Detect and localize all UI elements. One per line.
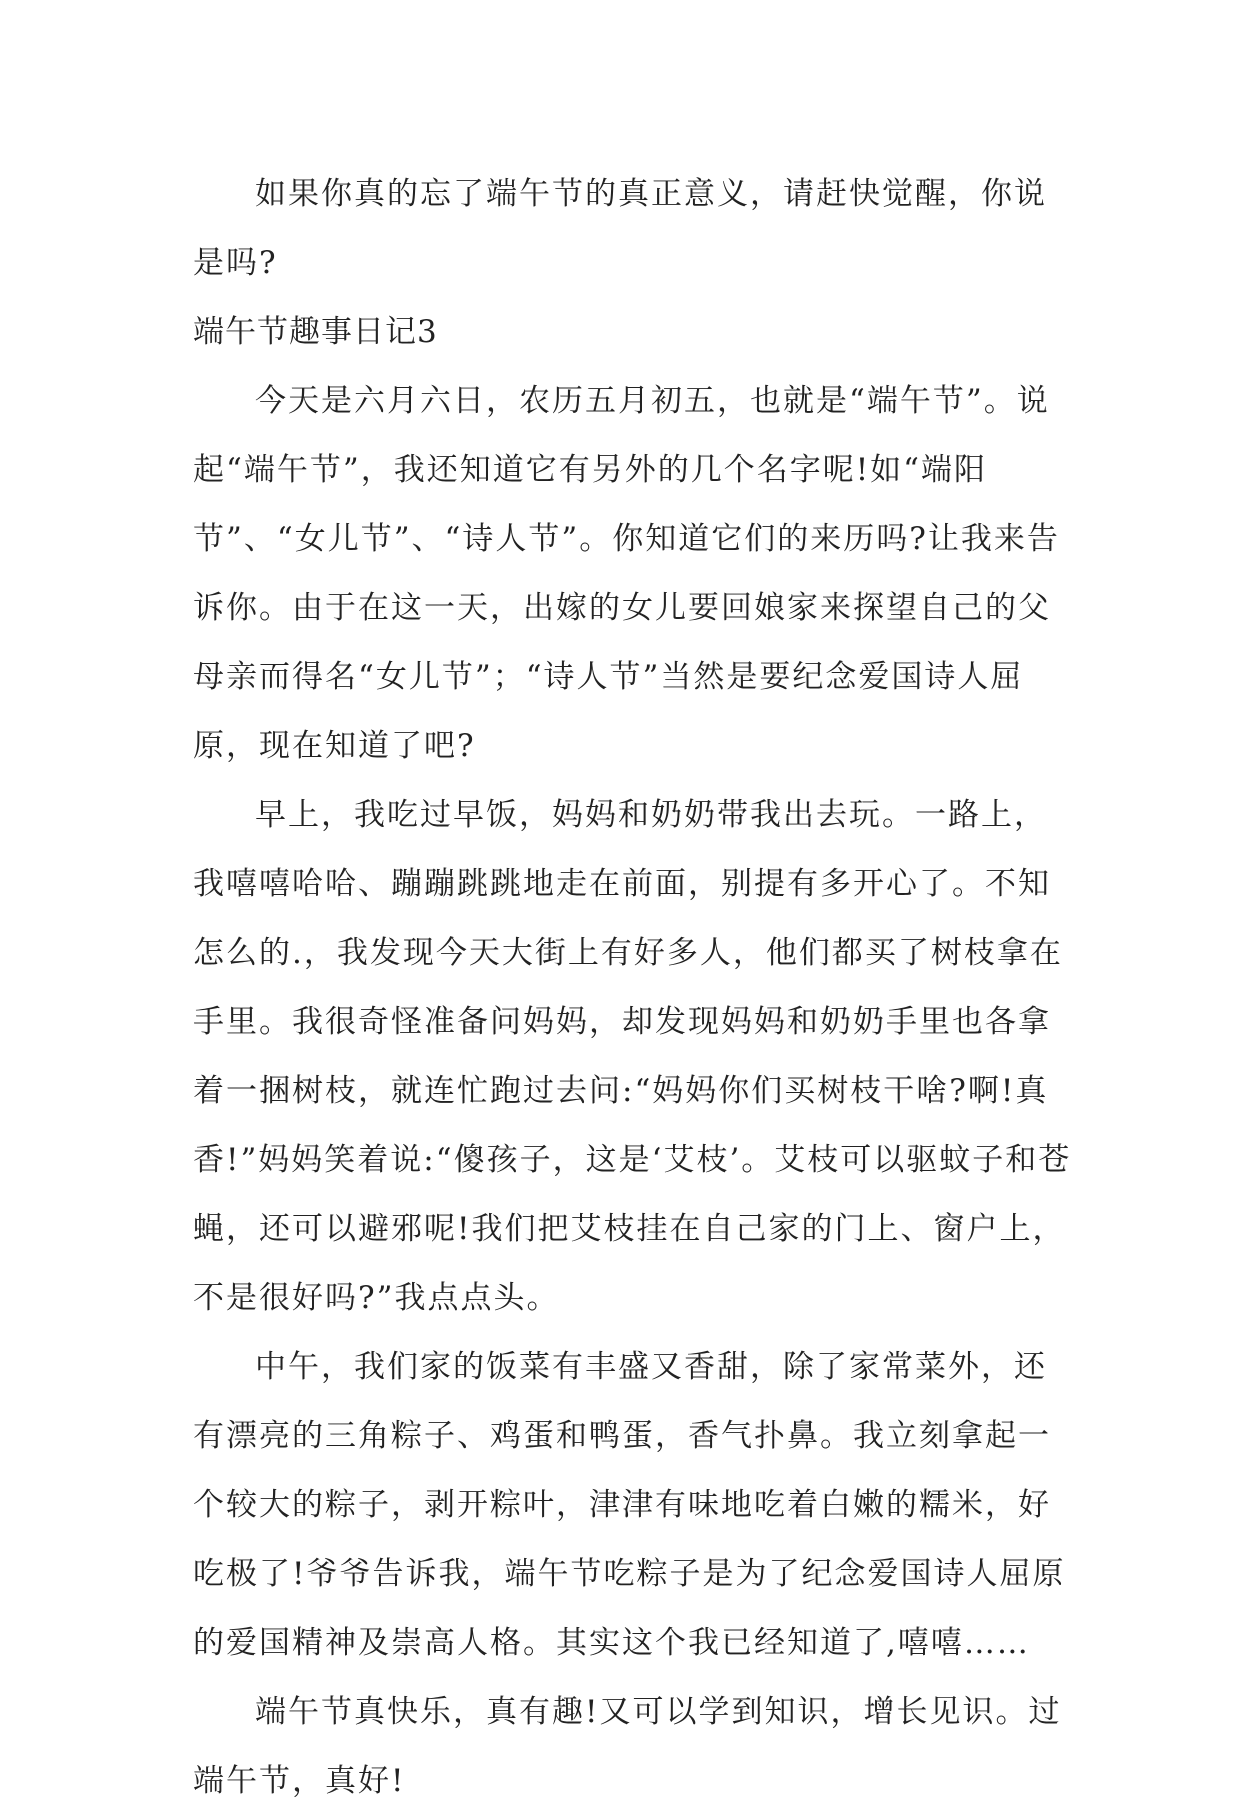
paragraph-1: 今天是六月六日，农历五月初五，也就是“端午节”。说起“端午节”，我还知道它有另外的几个名字呢!如“端阳节”、“女儿节”、“诗人节”。你知道它们的来历吗?让我来告诉你。由于在这一天，出嫁的女儿要回娘家来探望自己的父母亲而得名“女儿节”；“诗人节”当然是要纪念爱国诗人屈原，现在知道了吧? (193, 383, 1060, 764)
paragraph-intro: 如果你真的忘了端午节的真正意义，请赶快觉醒，你说是吗? (193, 176, 1047, 281)
paragraph-2: 早上，我吃过早饭，妈妈和奶奶带我出去玩。一路上，我嘻嘻哈哈、蹦蹦跳跳地走在前面，别提有多开心了。不知怎么的.，我发现今天大街上有好多人，他们都买了树枝拿在手里。我很奇怪准备问妈妈，却发现妈妈和奶奶手里也各拿着一捆树枝，就连忙跑过去问:“妈妈你们买树枝干啥?啊!真香!”妈妈笑着说:“傻孩子，这是‘艾枝’。艾枝可以驱蚊子和苍蝇，还可以避邪呢!我们把艾枝挂在自己家的门上、窗户上，不是很好吗?”我点点头。 (193, 797, 1072, 1316)
paragraph-4: 端午节真快乐，真有趣!又可以学到知识，增长见识。过端午节，真好! (193, 1694, 1062, 1799)
section-heading: 端午节趣事日记3 (193, 314, 438, 350)
paragraph-3: 中午，我们家的饭菜有丰盛又香甜，除了家常菜外，还有漂亮的三角粽子、鸡蛋和鸭蛋，香气扑鼻。我立刻拿起一个较大的粽子，剥开粽叶，津津有味地吃着白嫩的糯米，好吃极了!爷爷告诉我，端午节吃粽子是为了纪念爱国诗人屈原的爱国精神及崇高人格。其实这个我已经知道了,嘻嘻…… (193, 1349, 1066, 1661)
document-body (193, 160, 1073, 1816)
